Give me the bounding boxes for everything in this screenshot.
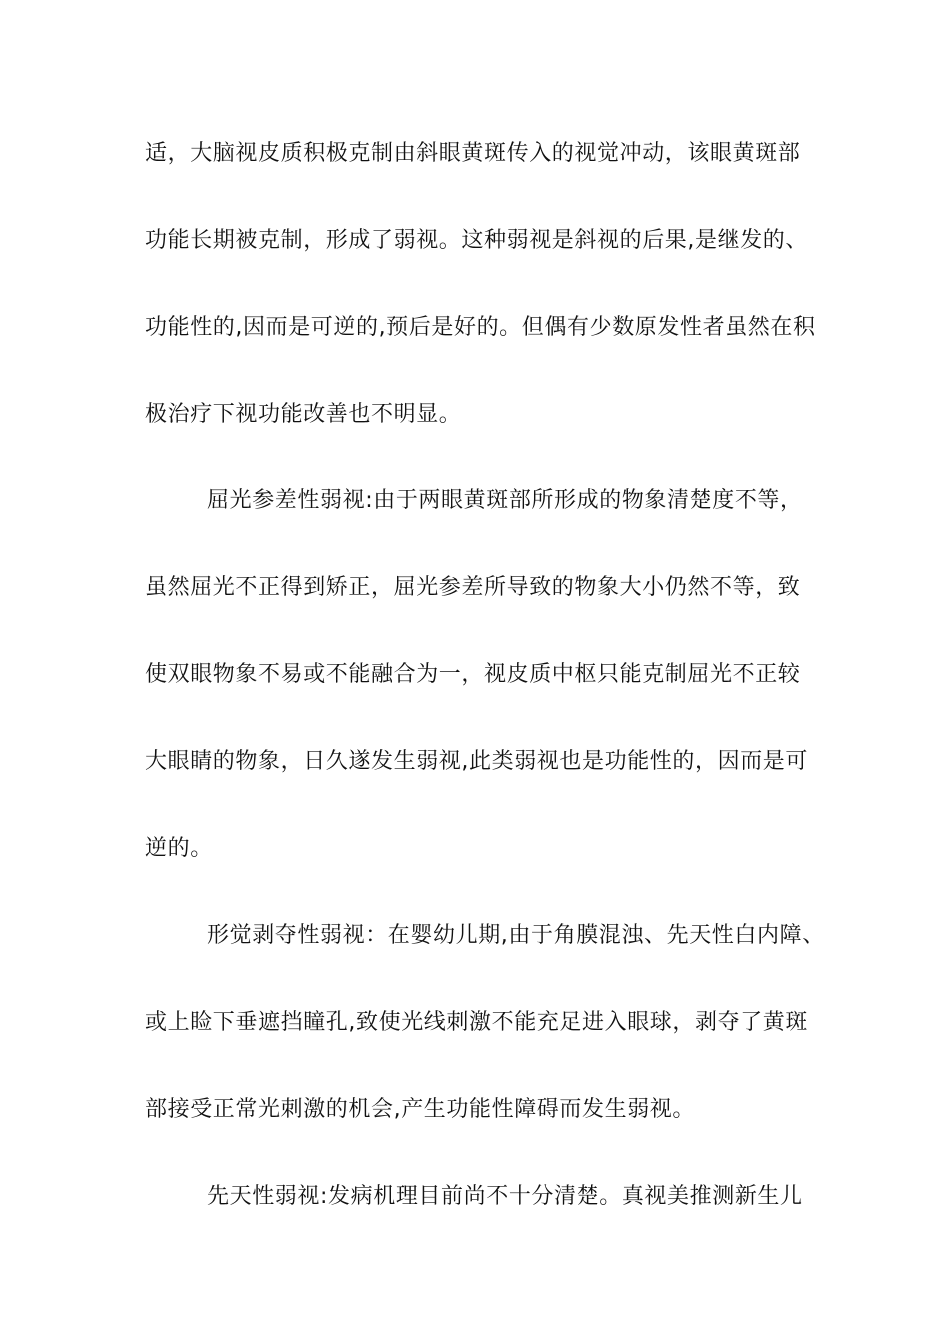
body-text-line: 部接受正常光刺激的机会,产生功能性障碍而发生弱视。 (145, 1097, 695, 1122)
body-text-line: 极治疗下视功能改善也不明显。 (145, 402, 462, 427)
body-text-line: 逆的。 (145, 836, 213, 861)
body-text-line: 使双眼物象不易或不能融合为一，视皮质中枢只能克制屈光不正较 (145, 662, 801, 687)
paragraph-start-deprivation-amblyopia: 形觉剥夺性弱视：在婴幼儿期,由于角膜混浊、先天性白内障、 (207, 923, 825, 948)
body-text-line: 功能性的,因而是可逆的,预后是好的。但偶有少数原发性者虽然在积 (145, 315, 816, 340)
paragraph-start-refractive-anisometropia: 屈光参差性弱视:由于两眼黄斑部所形成的物象清楚度不等， (207, 488, 803, 513)
paragraph-start-congenital-amblyopia: 先天性弱视:发病机理目前尚不十分清楚。真视美推测新生儿 (207, 1184, 803, 1209)
body-text-line: 虽然屈光不正得到矫正，屈光参差所导致的物象大小仍然不等，致 (145, 575, 801, 600)
body-text-line: 或上睑下垂遮挡瞳孔,致使光线刺激不能充足进入眼球，剥夺了黄斑 (145, 1010, 808, 1035)
body-text-line: 适，大脑视皮质积极克制由斜眼黄斑传入的视觉冲动，该眼黄斑部 (145, 141, 801, 166)
body-text-line: 功能长期被克制，形成了弱视。这种弱视是斜视的后果,是继发的、 (145, 228, 808, 253)
body-text-line: 大眼睛的物象，日久遂发生弱视,此类弱视也是功能性的，因而是可 (145, 749, 808, 774)
